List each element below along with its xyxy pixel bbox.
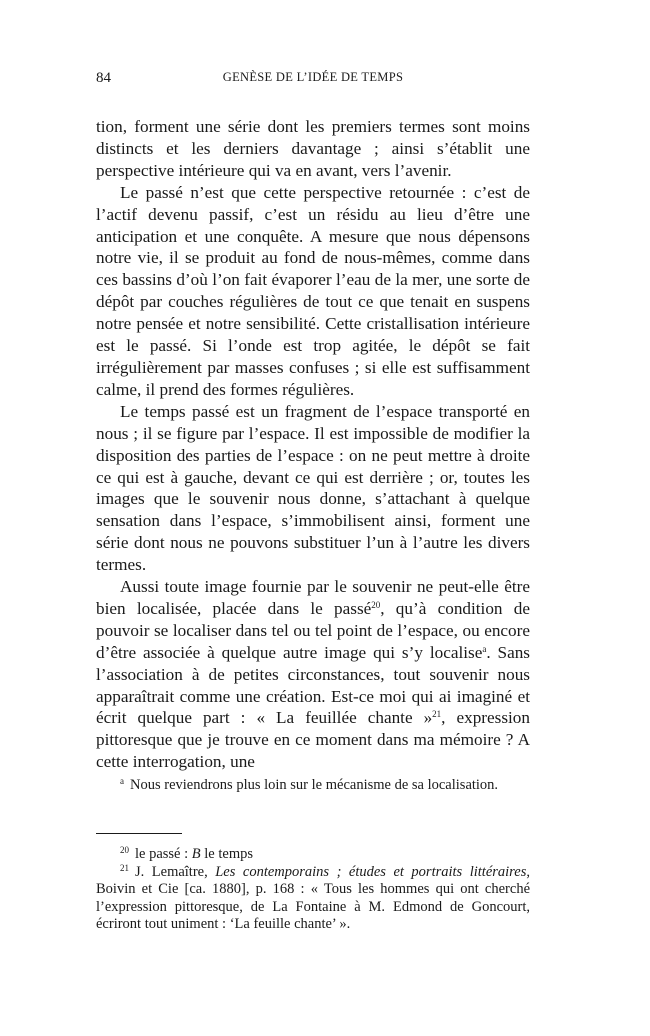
- body-text: [96, 116, 530, 773]
- paragraph-4-text-1: Aussi toute image fournie par le souvenir ne peut-elle être bien localisée, placée dans le passé: [96, 577, 530, 618]
- paragraph-4: [96, 576, 530, 773]
- paragraph-3: Le temps passé est un fragment de l’espace transporté en nous ; il se figure par l’espace. Il est impossible de modifier la disposition des parties de l’espace : on ne peut mettre à droite ce qui est à gauche, devant ce qui est derrière ; or, toutes les images que le souvenir nous donne, s’attachant à quelque sensation dans l’espace, s’immobilisent ainsi, forment une série dont nous ne pouvons substituer l’un à l’autre les divers termes.: [96, 401, 530, 575]
- paragraph-4-text-3: . Sans l’association à de petites circonstances, tout souvenir nous apparaîtrait comme une création. Est-ce moi qui ai imaginé et écrit quelque part : « La feuillée chante »: [96, 642, 530, 728]
- variant-note: [96, 846, 530, 864]
- variant-note-italic: B: [191, 846, 201, 862]
- footnote-ref-21[interactable]: 21: [432, 709, 442, 720]
- variant-note-text: J. Lemaître,: [135, 863, 216, 880]
- author-footnote: [96, 776, 530, 795]
- author-footnote-text: Nous reviendrons plus loin sur le mécanisme de sa localisation.: [130, 777, 499, 793]
- variant-note-mark: 20: [120, 845, 129, 855]
- footnote-ref-a[interactable]: a: [482, 643, 487, 654]
- variant-note-mark: 21: [120, 862, 129, 873]
- variant-note-text: , Boivin et Cie [ca. 1880], p. 168 : « Tous les hommes qui ont cherché l’expression pittoresque, de La Fontaine à M. Edmond de Goncourt, écriront tout uniment : ‘La feuille chante’ ».: [96, 863, 530, 933]
- paragraph-4-text-4: , expression pittoresque que je trouve en ce moment dans ma mémoire ? A cette interrogation, une: [96, 708, 530, 772]
- variant-notes: [96, 846, 530, 934]
- running-head: GENÈSE DE L’IDÉE DE TEMPS: [222, 70, 404, 84]
- paragraph-2: Le passé n’est que cette perspective retournée : c’est de l’actif devenu passif, c’est un résidu au lieu d’être une anticipation et une conquête. A mesure que nous dépensons notre vie, il se produit au fond de nous-mêmes, comme dans ces bassins d’où l’on fait évaporer l’eau de la mer, une sorte de dépôt par couches régulières de tout ce que tenait en suspens notre pensée et notre sensibilité. Cette cristallisation intérieure est le passé. Si l’onde est trop agitée, le dépôt se fait irrégulièrement par masses confuses ; si elle est suffisamment calme, il prend des formes régulières.: [96, 182, 530, 399]
- page-number: 84: [96, 70, 111, 86]
- page-header: [96, 70, 530, 90]
- variant-note: [96, 864, 530, 934]
- paragraph-1: tion, forment une série dont les premiers termes sont moins distincts et les derniers davantage ; ainsi s’établit une perspective intérieure qui va en avant, vers l’avenir.: [96, 117, 530, 180]
- variant-note-text: le passé :: [135, 846, 192, 862]
- variant-note-italic: Les contemporains ; études et portraits littéraires: [215, 863, 527, 880]
- footnote-ref-20[interactable]: 20: [371, 599, 381, 610]
- variant-note-text: le temps: [200, 846, 253, 862]
- footnote-divider: [96, 833, 182, 834]
- paragraph-4-text-2: , qu’à condition de pouvoir se localiser dans tel ou tel point de l’espace, ou encore d’être associée à quelque autre image qui s’y localise: [96, 598, 530, 662]
- author-footnote-mark: a: [120, 776, 124, 786]
